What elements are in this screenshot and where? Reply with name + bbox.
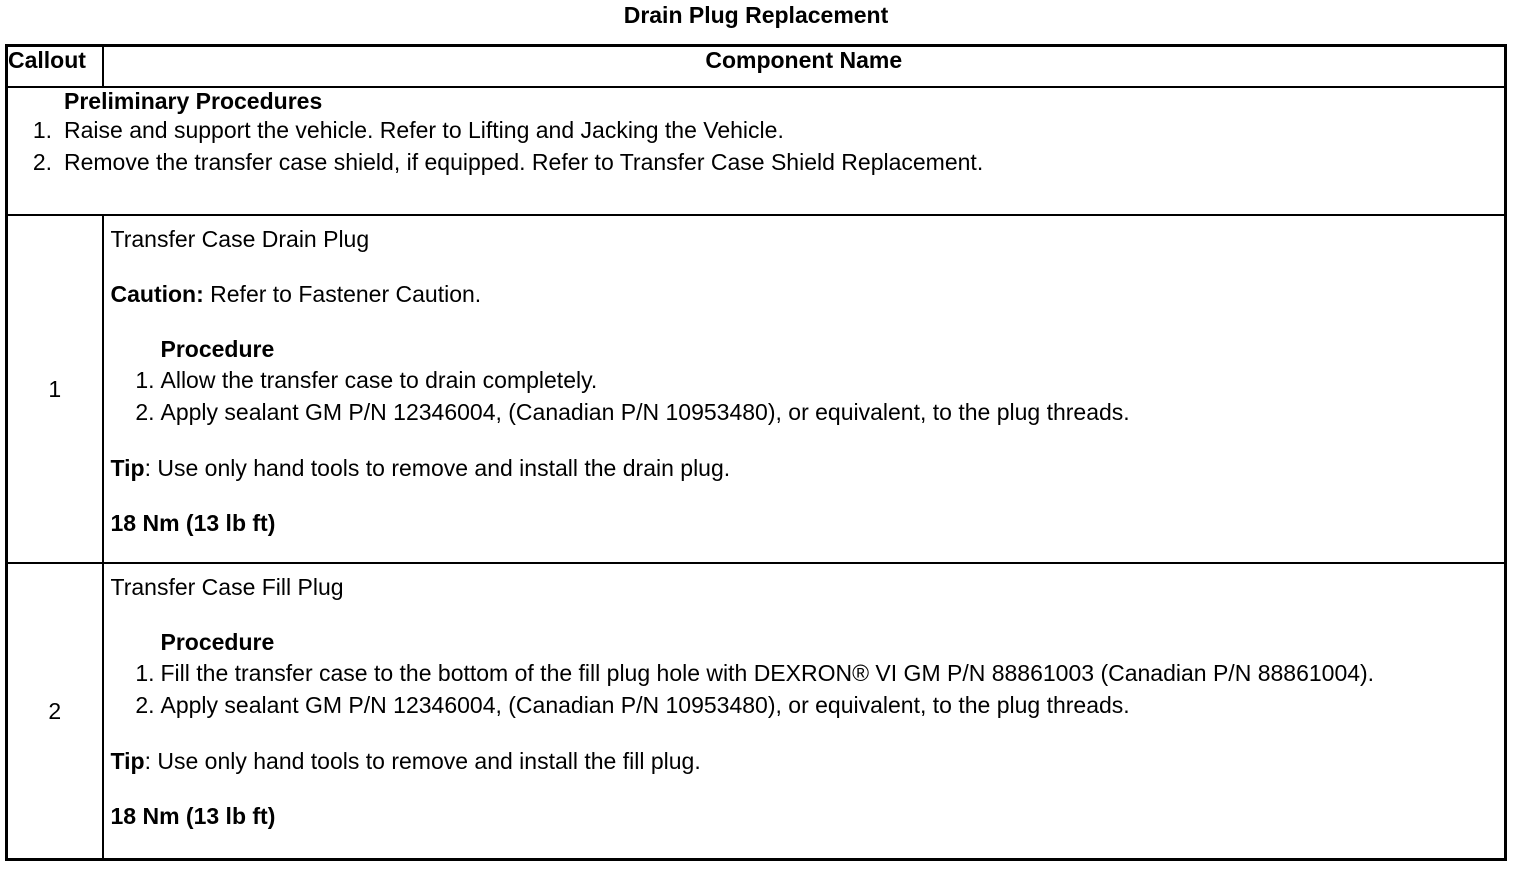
list-item bbox=[111, 689, 1505, 721]
component-name-column-header: Component Name bbox=[103, 46, 1506, 88]
preliminary-procedures-cell bbox=[7, 87, 1506, 215]
component-details-cell bbox=[103, 563, 1506, 860]
step-number: 1. bbox=[135, 660, 155, 686]
preliminary-steps-list bbox=[8, 114, 1504, 178]
list-item bbox=[111, 657, 1505, 689]
step-number: 1. bbox=[32, 117, 52, 143]
tip-text: : Use only hand tools to remove and install the fill plug. bbox=[144, 748, 701, 774]
step-text: Allow the transfer case to drain completely. bbox=[160, 367, 598, 393]
list-item bbox=[111, 364, 1505, 396]
table-row bbox=[7, 563, 1506, 860]
step-text: Raise and support the vehicle. Refer to Lifting and Jacking the Vehicle. bbox=[64, 117, 784, 143]
table-row bbox=[7, 215, 1506, 563]
step-number: 2. bbox=[32, 149, 52, 175]
torque-spec: 18 Nm (13 lb ft) bbox=[110, 803, 276, 829]
tip-note bbox=[111, 746, 1505, 776]
caution-text: Refer to Fastener Caution. bbox=[203, 281, 482, 307]
callout-number: 1 bbox=[7, 215, 103, 563]
caution-note bbox=[111, 279, 1505, 309]
tip-note bbox=[111, 453, 1505, 483]
callout-number: 2 bbox=[7, 563, 103, 860]
caution-label: Caution: bbox=[110, 281, 204, 307]
torque-spec: 18 Nm (13 lb ft) bbox=[110, 510, 276, 536]
procedure-heading: Procedure bbox=[160, 336, 275, 362]
step-number: 2. bbox=[135, 692, 155, 718]
procedure-heading: Procedure bbox=[160, 629, 275, 655]
preliminary-procedures-row bbox=[7, 87, 1506, 215]
step-number: 2. bbox=[135, 399, 155, 425]
component-table bbox=[5, 44, 1507, 861]
step-text: Remove the transfer case shield, if equipped. Refer to Transfer Case Shield Replacement. bbox=[64, 149, 984, 175]
step-number: 1. bbox=[135, 367, 155, 393]
preliminary-procedures-heading: Preliminary Procedures bbox=[64, 88, 323, 114]
component-name: Transfer Case Fill Plug bbox=[110, 574, 344, 600]
list-item bbox=[8, 146, 1504, 178]
callout-column-header: Callout bbox=[7, 46, 103, 88]
procedure-steps-list bbox=[111, 364, 1505, 428]
step-text: Apply sealant GM P/N 12346004, (Canadian P/N 10953480), or equivalent, to the plug threads. bbox=[160, 399, 1130, 425]
document-title: Drain Plug Replacement bbox=[623, 2, 889, 28]
component-details-cell bbox=[103, 215, 1506, 563]
procedure-steps-list bbox=[111, 657, 1505, 721]
tip-label: Tip bbox=[110, 455, 145, 481]
tip-text: : Use only hand tools to remove and install the drain plug. bbox=[144, 455, 731, 481]
table-header-row bbox=[7, 46, 1506, 88]
list-item bbox=[8, 114, 1504, 146]
list-item bbox=[111, 396, 1505, 428]
tip-label: Tip bbox=[110, 748, 145, 774]
step-text: Apply sealant GM P/N 12346004, (Canadian P/N 10953480), or equivalent, to the plug threads. bbox=[160, 692, 1130, 718]
component-name: Transfer Case Drain Plug bbox=[110, 226, 370, 252]
step-text: Fill the transfer case to the bottom of the fill plug hole with DEXRON® VI GM P/N 88861003 (Canadian P/N 88861004). bbox=[160, 660, 1375, 686]
